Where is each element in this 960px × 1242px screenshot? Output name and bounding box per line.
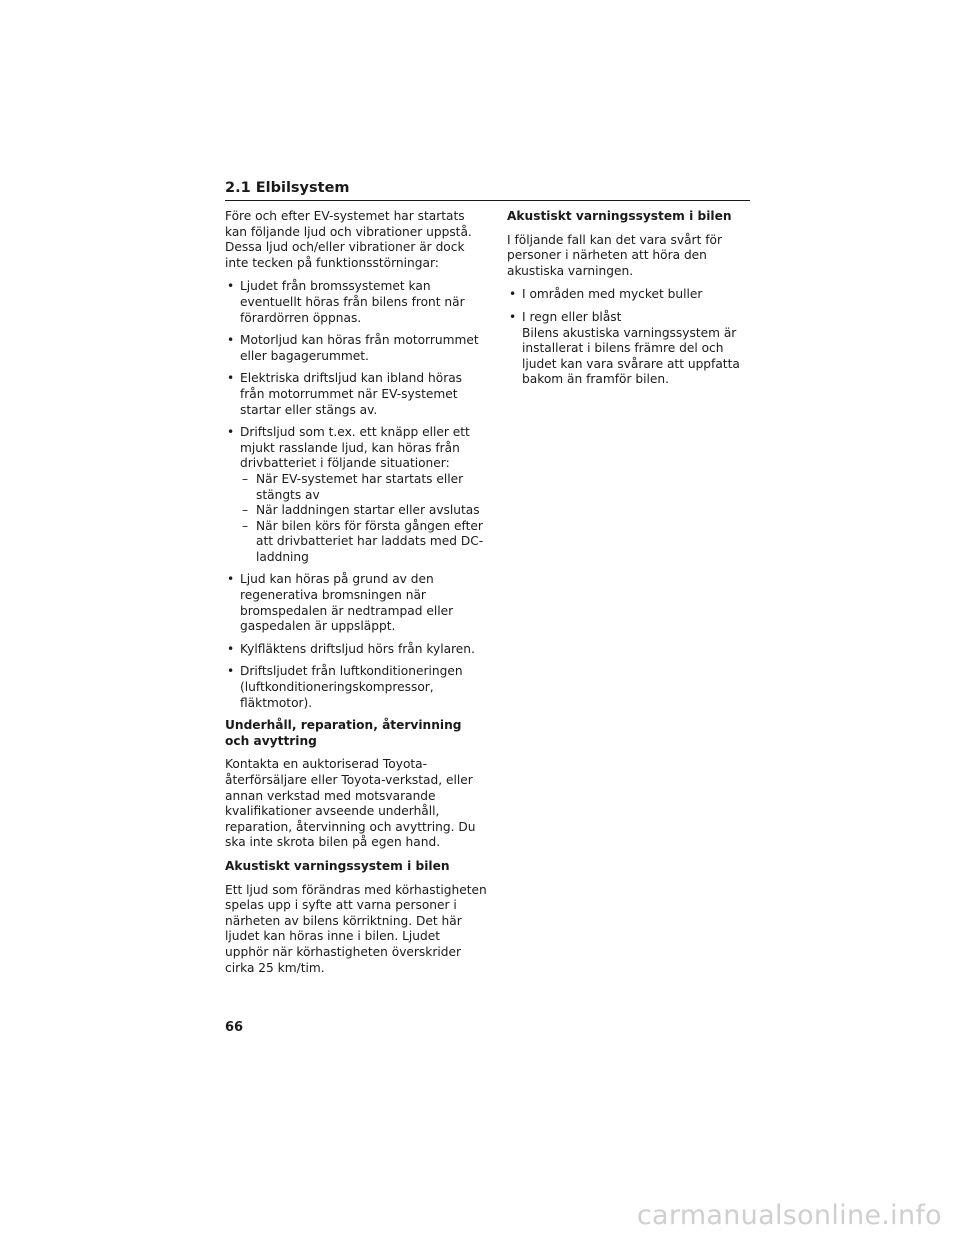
intro-paragraph: Före och efter EV-systemet har startats kan följande ljud och vibrationer uppstå. Dessa ljud och/eller vibrationer är dock inte tecken på funktionsstörningar: (225, 209, 472, 270)
list-item: • Motorljud kan höras från motorrummet eller bagagerummet. (225, 333, 487, 364)
noise-list (225, 279, 487, 711)
list-item: • Driftsljudet från luftkonditioneringen (luftkonditioneringskompressor, fläktmotor). (225, 664, 487, 711)
list-item: • I områden med mycket buller (507, 287, 750, 303)
list-item: • Elektriska driftsljud kan ibland höras från motorrummet när EV-systemet startar eller stängs av. (225, 371, 487, 418)
page-number: 66 (225, 1020, 244, 1035)
warning-system-heading-right: Akustiskt varningssystem i bilen (507, 209, 732, 223)
warning-system-paragraph: Ett ljud som förändras med körhastigheten spelas upp i syfte att varna personer i närheten av bilens körriktning. Det här ljudet kan höras inne i bilen. Ljudet upphör när körhastigheten överskrider cirka 25 km/tim. (225, 882, 487, 975)
list-item: • Ljudet från bromssystemet kan eventuellt höras från bilens front när förardörren öppnas. (225, 279, 487, 326)
right-column (507, 209, 750, 395)
warning-system-heading: Akustiskt varningssystem i bilen (225, 858, 450, 873)
sub-list-item: – När bilen körs för första gången efter att drivbatteriet har laddats med DC-laddning (240, 519, 487, 566)
bullet-note: Bilens akustiska varningssystem är installerat i bilens främre del och ljudet kan vara svårare att uppfatta bakom än framför bilen. (522, 325, 740, 387)
conditions-list (507, 287, 750, 388)
right-intro-paragraph: I följande fall kan det vara svårt för personer i närheten att höra den akustiska varningen. (507, 232, 722, 278)
sub-list-item: – När laddningen startar eller avslutas (240, 503, 487, 519)
list-item: • Ljud kan höras på grund av den regenerativa bromsningen när bromspedalen är nedtrampad eller gaspedalen är uppsläppt. (225, 572, 487, 634)
watermark: carmanualsonline.info (636, 1200, 942, 1231)
maintenance-heading: Underhåll, reparation, återvinning och avyttring (225, 718, 462, 748)
maintenance-paragraph: Kontakta en auktoriserad Toyota-återförsäljare eller Toyota-verkstad, eller annan verkstad med motsvarande kvalifikationer avseende underhåll, reparation, återvinning och avyttring. Du ska inte skrota bilen på egen hand. (225, 757, 476, 850)
page-header (225, 178, 750, 201)
situation-sublist (240, 472, 487, 566)
list-item-with-subitems (225, 425, 487, 565)
sub-list-item: – När EV-systemet har startats eller stängts av (240, 472, 487, 503)
header-rule (225, 200, 750, 201)
list-item-text: Driftsljud som t.ex. ett knäpp eller ett mjukt rasslande ljud, kan höras från drivbatteriet i följande situationer: (240, 425, 470, 471)
list-item-text: I regn eller blåst (522, 309, 622, 324)
list-item: • Kylfläktens driftsljud hörs från kylaren. (225, 642, 487, 658)
section-title: 2.1 Elbilsystem (225, 180, 350, 196)
list-item-with-note (507, 310, 750, 388)
left-column (225, 209, 487, 984)
